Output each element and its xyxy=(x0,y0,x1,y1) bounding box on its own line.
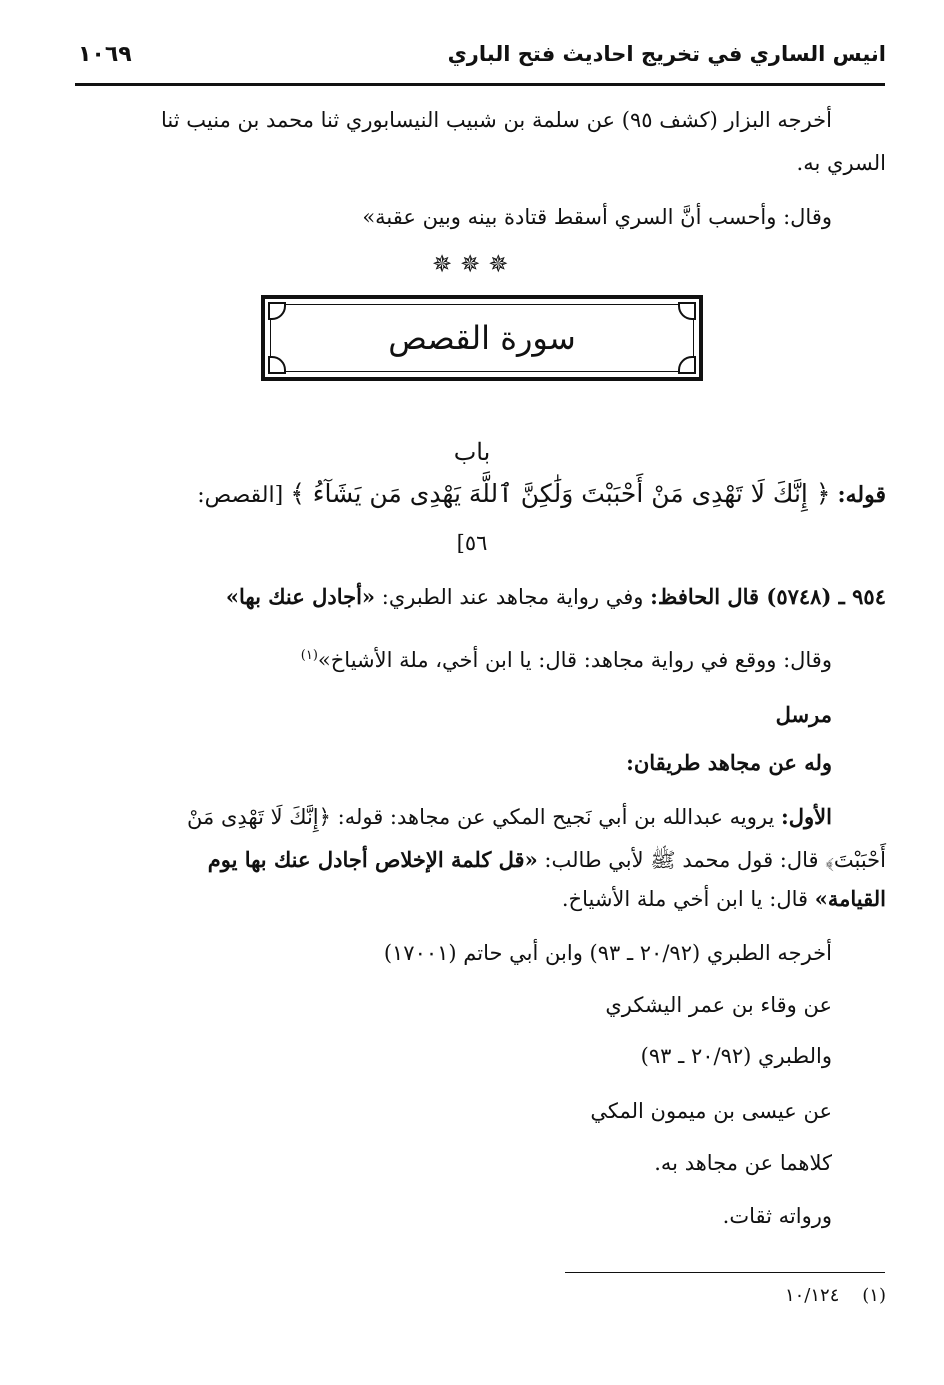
first-quote-end: القيامة» xyxy=(814,886,886,911)
ornament-stars: ✵✵✵ xyxy=(432,250,517,278)
running-header-title: انيس الساري في تخريج احاديث فتح الباري xyxy=(447,42,886,66)
hadith-heading xyxy=(226,582,886,612)
footnote-text: ١٠/١٢٤ xyxy=(784,1285,840,1306)
waqal-line xyxy=(301,641,832,675)
quote-line: وقال: وأحسب أنَّ السري أسقط قتادة بينه وبين عقبة» xyxy=(362,205,832,229)
verse-reference-end: ٥٦] xyxy=(456,531,488,555)
first-chain-line xyxy=(208,845,886,875)
verse-reference: [القصص: xyxy=(197,483,284,508)
footnote xyxy=(785,1281,886,1311)
first-text: أَحْبَبْتَ﴾ قال: قول محمد ﷺ لأبي طالب: xyxy=(544,848,886,872)
reference-line: والطبري (٢٠/٩٢ ـ ٩٣) xyxy=(640,1044,832,1068)
mursal-label: مرسل xyxy=(775,702,832,727)
bab-heading: باب xyxy=(453,438,491,466)
first-quote: «قل كلمة الإخلاص أجادل عنك بها يوم xyxy=(207,847,538,872)
reference-line: عن وقاء بن عمر اليشكري xyxy=(605,993,832,1017)
paragraph-line: السري به. xyxy=(796,151,886,175)
first-label: الأول: xyxy=(781,804,832,829)
footnote-marker: (١) xyxy=(862,1285,886,1306)
footnote-rule xyxy=(565,1272,885,1273)
hadith-quote: «أجادل عنك بها» xyxy=(225,584,376,609)
page-number: ١٠٦٩ xyxy=(78,42,132,67)
first-text: قال: يا ابن أخي ملة الأشياخ. xyxy=(561,887,809,911)
reference-line: عن عيسى بن ميمون المكي xyxy=(590,1099,832,1123)
quran-verse: ﴿ إِنَّكَ لَا تَهْدِى مَنْ أَحْبَبْتَ وَلَٰكِنَّ ٱللَّهَ يَهْدِى مَن يَشَآءُ ﴾ xyxy=(290,479,831,508)
turuq-heading: وله عن مجاهد طريقان: xyxy=(626,750,832,775)
footnote-ref: (١) xyxy=(300,648,318,663)
waqal-text: وقال: ووقع في رواية مجاهد: قال: يا ابن أخي، ملة الأشياخ» xyxy=(317,648,832,672)
surah-title-frame xyxy=(261,295,703,381)
reference-line: كلاهما عن مجاهد به. xyxy=(654,1151,832,1175)
surah-title: سورة القصص xyxy=(388,319,576,357)
first-chain-line xyxy=(187,802,832,832)
reference-line: أخرجه الطبري (٢٠/٩٢ ـ ٩٣) وابن أبي حاتم (١٧٠٠١) xyxy=(383,941,832,965)
first-text: يرويه عبدالله بن أبي نَجيح المكي عن مجاهد: قوله: ﴿إِنَّكَ لَا تَهْدِى مَنْ xyxy=(187,805,775,829)
reference-line: ورواته ثقات. xyxy=(722,1204,832,1228)
hadith-number: ٩٥٤ ـ (٥٧٤٨) قال الحافظ: xyxy=(650,584,886,609)
hadith-intro: وفي رواية مجاهد عند الطبري: xyxy=(381,585,644,609)
first-chain-line xyxy=(562,884,886,914)
header-rule xyxy=(75,83,885,86)
paragraph-line: أخرجه البزار (كشف ٩٥) عن سلمة بن شبيب النيسابوري ثنا محمد بن منيب ثنا xyxy=(161,108,832,132)
verse-line xyxy=(197,479,886,511)
qawluh-label: قوله: xyxy=(837,482,886,508)
